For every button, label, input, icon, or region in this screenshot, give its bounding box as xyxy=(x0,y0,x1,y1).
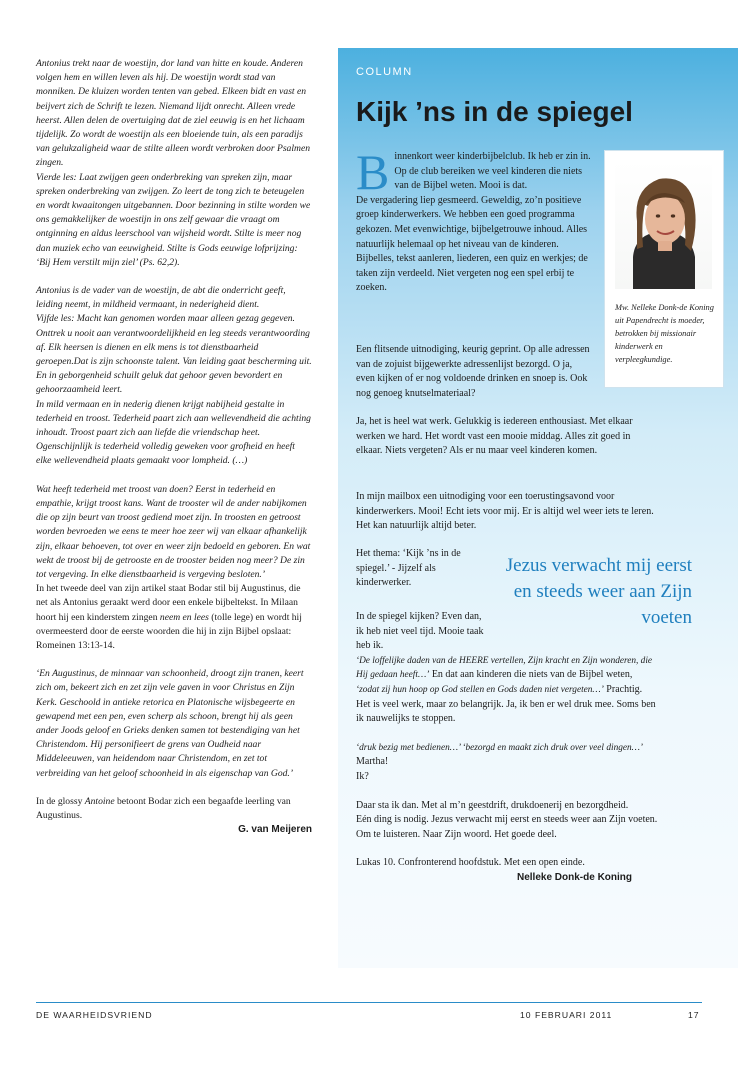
left-article xyxy=(36,57,312,837)
pull-quote: Jezus verwacht mij eerst en steeds weer aan Zijn voeten xyxy=(505,555,692,628)
column-paragraph-2: De vergadering liep gesmeerd. Geweldig, zo’n positieve groep kinderwerkers. We hebben een goed programma gekozen. Met evenwichtige, bijbelgetrouwe inhoud. Alles natuurlijk helemaal op het niveau van de kinderen. Bijbelles, tekst aanleren, liederen, een quiz en werkjes; de taken zijn verdeeld. Niet vergeten nog een spel erbij te zoeken. xyxy=(356,194,588,294)
footer-publication: DE WAARHEIDSVRIEND xyxy=(36,1010,153,1020)
column-signature: Nelleke Donk-de Koning xyxy=(516,871,632,883)
column-paragraph-4: Ja, het is heel wat werk. Gelukkig is iedereen enthousiast. Met elkaar werken we hard. Het wordt vast een mooie middag. Alles zit goed in elkaar. Niets vergeten? Als er nu maar veel kinderen komen. xyxy=(356,416,633,457)
column-paragraph-5: In mijn mailbox een uitnodiging voor een toerustingsavond voor kinderwerkers. Mooi! Echt iets voor mij. Er is altijd wel weer iets te leren. Het kan natuurlijk altijd beter. xyxy=(356,491,654,532)
left-paragraph-6: Ogenschijnlijk is tederheid volledig geweken voor grofheid en heeft elke wellevendheid plaats gemaakt voor lompheid. (…) xyxy=(36,441,295,467)
column-intro xyxy=(356,144,592,296)
martha-quote: ‘druk bezig met bedienen…’ ‘bezorgd en maakt zich druk over veel dingen…’ xyxy=(356,742,644,753)
column-body-lower xyxy=(356,610,658,886)
drop-cap: B xyxy=(356,144,390,200)
left-paragraph-3: Antonius is de vader van de woestijn, de abt die onderricht geeft, leiding neemt, in mildheid vermaant, in nederigheid dient. xyxy=(36,285,286,311)
left-paragraph-2: Vierde les: Laat zwijgen geen onderbreking van spreken zijn, maar spreken onderbreking van zwijgen. Zo leert de tong zich te beteugelen en wordt kwaaitongen uitgebannen. Door bezinning in stilte worden we ons gemakkelijker de woestijn in ons zelf gewaar die vraagt om ontginning en aldus leerschool van wijsheid wordt. Stilte is meer nog dan muziek echo van eeuwigheid. Stilte is Gods eeuwige lofprijzing: ‘Bij Hem verstilt mijn ziel’ (Ps. 62,2). xyxy=(36,171,311,268)
intro-text: innenkort weer kinderbijbelclub. Ik heb er zin in. Op de club bereiken we veel kinderen die niets van de Bijbel weten. Mooi is dat. xyxy=(394,151,591,192)
left-paragraph-4: Vijfde les: Macht kan genomen worden maar alleen gezag gegeven. Onttrek u nooit aan verantwoordelijkheid en leg steeds verantwoording af. Elk heersen is dienen en elk mens is tot dienstbaarheid geroepen.Dat is zijn schoonste talent. Van leiding gaat bescherming uit. En in geborgenheid schuilt geluk dat gehoor geven bevordert en gehoorzaamheid leert. xyxy=(36,313,312,396)
column-paragraph-3: Een flitsende uitnodiging, keurig geprint. Op alle adressen van de zojuist bijgewerkte adressenlijst bezorgd. O ja, even kijken of er nog voldoende drinken en snoep is. Ook nog genoeg knutselmateriaal? xyxy=(356,344,590,399)
page-number: 17 xyxy=(688,1010,700,1020)
left-paragraph-9: ‘En Augustinus, de minnaar van schoonheid, droogt zijn tranen, keert zich om, bekeert zich en zet zijn vele gaven in voor Christus en Zijn Kerk. Geschoold in antieke retorica en Platonische wijsbegeerte en gewapend met een pen, even scherp als schoon, brengt hij als geen ander Joods geloof en Grieks denken samen tot bestendiging van het Christendom. Hij personifieert de grens van Oudheid naar Middeleeuwen, van heidendom naar Christendom, en zet tot verbreiding van het geloof schoonheid in als eigenschap van God.’ xyxy=(36,668,304,779)
column-paragraph-12: Lukas 10. Confronterend hoofdstuk. Met een open einde. xyxy=(356,857,585,869)
footer-date: 10 FEBRUARI 2011 xyxy=(520,1010,613,1020)
column-paragraph-6: Het thema: ‘Kijk ’ns in de spiegel.’ - Jijzelf als kinderwerker. xyxy=(356,548,461,589)
left-paragraph-1: Antonius trekt naar de woestijn, dor land van hitte en koude. Anderen volgen hem en willen leven als hij. De woestijn wordt stad van monniken. De kluizen worden tenten van gebed. Elkeen bidt en vast en beijvert zich de Schrift te lezen. Niemand lijdt onrecht. Alleen vrede heerst. Allen delen de overtuiging dat de ziel eeuwig is en het lichaam tijdelijk. Zo wordt de woestijn als een bloeiende tuin, als een paradijs van gelukzaligheid waar de stilte alleen wordt verbroken door Psalmen zingen. xyxy=(36,58,310,169)
column-paragraph-11: Om te luisteren. Naar Zijn woord. Het goede deel. xyxy=(356,828,557,840)
column-kicker: COLUMN xyxy=(356,66,413,78)
left-paragraph-7: Wat heeft tederheid met troost van doen? Eerst in tederheid en empathie, krijgt troost kans. Want de trooster wil de ander nabijkomen die op zijn beurt van troost gediend moet zijn. In troosten en getroost worden bevroeden we eens te meer hoe zeer wij van elkaar afhankelijk zijn, elkaar behoeven, tot over en weer zijn bedoeld en geboren. En wat wekt de troost bij de getrooste en de trooster beiden nog meer? De zin tot vergeving. In elke dienstbaarheid is vergeving besloten.’ xyxy=(36,483,311,580)
column-paragraph-7: In de spiegel kijken? Even dan, ik heb niet veel tijd. Mooie taak heb ik. xyxy=(356,611,484,652)
left-paragraph-10: In de glossy Antoine betoont Bodar zich een begaafde leerling van Augustinus. xyxy=(36,795,291,821)
column-paragraph-7-cont: ‘De loffelijke daden van de HEERE vertellen, Zijn kracht en Zijn wonderen, die Hij gedaan heeft…’ En dat aan kinderen die niets van de Bijbel weten, ‘zodat zij hun hoop op God stellen en Gods daden niet vergeten…’ Prachtig. Het is veel werk, maar zo belangrijk. Ja, ik ben er wel druk mee. Soms ben ik nauwelijks te stoppen. xyxy=(356,655,656,725)
martha-name: Martha! xyxy=(356,756,389,768)
left-signature: G. van Meijeren xyxy=(238,824,312,836)
column-paragraph-9: Daar sta ik dan. Met al m’n geestdrift, drukdoenerij en bezorgdheid. xyxy=(356,799,629,811)
footer-rule xyxy=(36,1002,702,1003)
column-title: Kijk ’ns in de spiegel xyxy=(356,96,633,127)
column-paragraph-10: Eén ding is nodig. Jezus verwacht mij eerst en steeds weer aan Zijn voeten. xyxy=(356,814,658,826)
left-paragraph-8: In het tweede deel van zijn artikel staat Bodar stil bij Augustinus, die net als Antonius geraakt werd door een enkele bijbeltekst. In Milaan hoort hij een kinderstem zingen neem en lees (tolle lege) en wordt hij overmeesterd door de eerste woorden die hij in zijn Bijbel opslaat: Romeinen 13:13-14. xyxy=(36,583,302,651)
author-portrait-illustration xyxy=(615,161,712,289)
left-paragraph-5: In mild vermaan en in nederig dienen krijgt nabijheid gestalte in tederheid en troost. Tederheid paart zich aan wellevendheid die achting inhoudt. Troost paart zich aan liefde die vriendschap heet. xyxy=(36,398,311,439)
author-photo xyxy=(615,161,712,289)
author-photo-box xyxy=(604,150,724,388)
author-caption: Mw. Nelleke Donk-de Koning uit Papendrecht is moeder, betrokken bij missionair kinderwerk en verpleegkundige. xyxy=(615,303,714,364)
ik-question: Ik? xyxy=(356,770,369,782)
